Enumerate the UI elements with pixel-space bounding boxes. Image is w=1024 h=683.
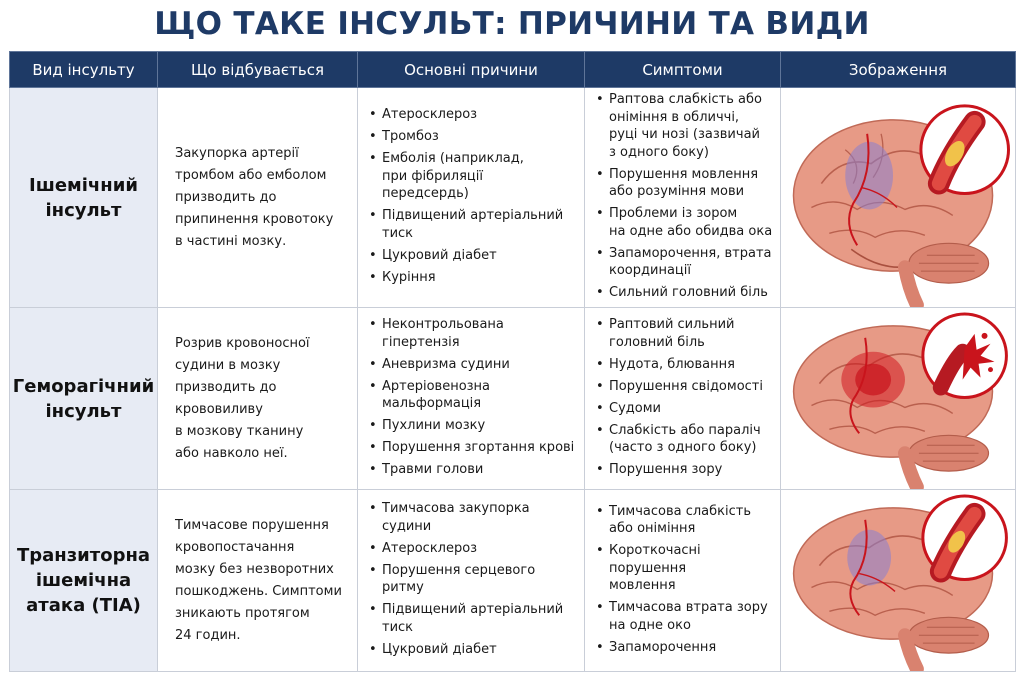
stroke-type-line: Транзиторна (16, 545, 151, 566)
list-item-text: • Тимчасова закупорка судини (382, 501, 530, 534)
table-row-tia (10, 490, 1016, 672)
image-cell (781, 308, 1016, 490)
list-item (595, 91, 774, 161)
list-item (595, 316, 774, 351)
causes-cell (358, 308, 585, 490)
list-item (368, 247, 578, 265)
header-causes: Основні причини (358, 52, 585, 88)
list-item-text: • Тимчасова втрата зору (609, 600, 768, 615)
stroke-type-line: Ішемічний (29, 174, 138, 196)
list-item-text: на одне або обидва ока (609, 223, 773, 239)
list-item (595, 245, 774, 280)
header-image: Зображення (781, 52, 1016, 88)
list-item (368, 207, 578, 242)
list-item-text: оніміння в обличчі, (609, 109, 740, 125)
list-item-text: • Порушення мовлення (609, 166, 759, 182)
list-item (368, 356, 578, 374)
list-item-text: • Неконтрольована (382, 317, 504, 332)
list-item-text: • Емболія (наприклад, (382, 151, 524, 167)
symptoms-cell (585, 490, 781, 672)
list-item-text: • Судоми (609, 400, 661, 416)
list-item-text: гіпертензія (382, 334, 460, 350)
list-item-text: • Пухлини мозку (382, 418, 486, 433)
list-item-text: мовлення (609, 578, 676, 593)
list-item (368, 106, 578, 124)
symptoms-list (595, 503, 774, 657)
list-item (368, 128, 578, 146)
brain-tia-illustration (781, 490, 1019, 671)
list-item (595, 422, 774, 457)
list-item (368, 417, 578, 435)
stroke-types-table (9, 51, 1016, 672)
list-item-text: • Атеросклероз (382, 540, 478, 556)
description-line: Закупорка артерії (175, 145, 299, 161)
list-item-text: (часто з одного боку) (609, 440, 757, 455)
list-item-text: • Нудота, блювання (609, 356, 735, 372)
list-item-text: • Атеросклероз (382, 107, 478, 123)
table-header-row (10, 52, 1016, 88)
page-title: ЩО ТАКЕ ІНСУЛЬТ: ПРИЧИНИ ТА ВИДИ (154, 6, 870, 42)
table-row-ischemic (10, 88, 1016, 308)
header-symptoms: Симптоми (585, 52, 781, 88)
list-item-text: • Тромбоз (382, 129, 439, 145)
brain-ischemic-illustration (781, 88, 1019, 307)
brain-hemorrhagic-illustration (781, 308, 1019, 489)
list-item-text: або оніміння (609, 521, 696, 536)
list-item (368, 601, 578, 636)
list-item (368, 461, 578, 479)
list-item (595, 356, 774, 374)
list-item-text: при фібриляції (382, 168, 483, 184)
causes-list (368, 500, 578, 658)
list-item-text: • Сильний головний біль (609, 285, 768, 300)
list-item (368, 562, 578, 597)
list-item-text: • Куріння (382, 269, 436, 285)
list-item-text: на одне око (609, 617, 691, 633)
stroke-type-line: атака (TIA) (26, 595, 141, 616)
list-item (595, 503, 774, 538)
causes-cell (358, 88, 585, 308)
stroke-type-line: ішемічна (35, 570, 132, 591)
list-item-text: координації (609, 263, 691, 278)
symptoms-cell (585, 308, 781, 490)
list-item-text: • Порушення зору (609, 462, 723, 477)
stroke-type-line: інсульт (45, 400, 122, 422)
description-cell (158, 490, 358, 672)
header-what-happens: Що відбувається (158, 52, 358, 88)
description-line: призводить до (175, 379, 277, 395)
list-item (368, 641, 578, 659)
description-line: судини в мозку (175, 357, 281, 373)
list-item-text: • Запаморочення (609, 639, 717, 655)
image-cell (781, 490, 1016, 672)
list-item (595, 639, 774, 657)
stroke-type-cell (10, 308, 158, 490)
list-item-text: • Слабкість або параліч (609, 422, 761, 438)
list-item-text: • Аневризма судини (382, 356, 510, 372)
list-item-text: • Цукровий діабет (382, 641, 497, 657)
description-line: Тимчасове порушення (175, 517, 329, 533)
stroke-type-cell (10, 490, 158, 672)
description-line: Розрив кровоносної (175, 335, 310, 351)
list-item-text: • Порушення згортання крові (382, 440, 575, 455)
list-item (595, 378, 774, 396)
list-item (368, 378, 578, 413)
list-item-text: руці чи нозі (зазвичай (609, 127, 760, 142)
description-line: припинення кровотоку (175, 211, 334, 227)
description-line: або навколо неї. (175, 445, 288, 461)
list-item (595, 461, 774, 479)
list-item-text: тиск (382, 619, 414, 635)
list-item-text: • Підвищений артеріальний (382, 602, 564, 618)
list-item (368, 269, 578, 287)
stroke-type-line: інсульт (45, 199, 122, 221)
symptoms-list (595, 316, 774, 479)
list-item (595, 400, 774, 418)
causes-list (368, 106, 578, 286)
list-item-text: або розуміння мови (609, 184, 745, 199)
list-item-text: • Артеріовенозна мальформація (382, 378, 491, 411)
description-cell (158, 88, 358, 308)
list-item-text: • Проблеми із зором (609, 206, 738, 221)
description-cell (158, 308, 358, 490)
description-line: крововиливу (175, 401, 263, 417)
stroke-type-line: Геморагічний (12, 375, 155, 397)
list-item-text: • Раптова слабкість або (609, 92, 762, 107)
image-cell (781, 88, 1016, 308)
table-row-hemorrhagic (10, 308, 1016, 490)
list-item-text: тиск (382, 225, 414, 241)
list-item (595, 599, 774, 634)
list-item (595, 284, 774, 302)
list-item-text: головний біль (609, 334, 705, 350)
list-item-text: • Короткочасні порушення (609, 543, 701, 576)
list-item-text: передсердь) (382, 186, 469, 202)
description-line: тромбом або емболом (175, 167, 327, 183)
list-item (595, 205, 774, 240)
list-item (368, 150, 578, 203)
list-item-text: • Підвищений артеріальний (382, 208, 564, 224)
description-line: мозку без незворотних (175, 561, 334, 577)
list-item-text: • Цукровий діабет (382, 247, 497, 263)
list-item-text: • Порушення серцевого ритму (382, 562, 536, 596)
description-line: зникають протягом (175, 605, 310, 621)
description-line: в частині мозку. (175, 233, 287, 249)
causes-list (368, 316, 578, 479)
description-line: кровопостачання (175, 539, 295, 555)
list-item (368, 500, 578, 535)
list-item-text: • Тимчасова слабкість (609, 503, 751, 519)
description-line: пошкоджень. Симптоми (175, 583, 342, 599)
description-line: в мозкову тканину (175, 423, 304, 439)
description-line: призводить до (175, 189, 277, 205)
list-item (368, 316, 578, 351)
list-item-text: • Запаморочення, втрата (609, 245, 772, 261)
causes-cell (358, 490, 585, 672)
list-item-text: з одного боку) (609, 144, 709, 160)
list-item-text: • Порушення свідомості (609, 378, 763, 394)
symptoms-cell (585, 88, 781, 308)
list-item (368, 439, 578, 457)
stroke-type-cell (10, 88, 158, 308)
symptoms-list (595, 91, 774, 302)
list-item (595, 166, 774, 201)
list-item-text: • Травми голови (382, 462, 484, 477)
list-item (595, 542, 774, 595)
header-type: Вид інсульту (10, 52, 158, 88)
description-line: 24 годин. (175, 627, 241, 643)
list-item-text: • Раптовий сильний (609, 317, 735, 332)
list-item (368, 540, 578, 558)
